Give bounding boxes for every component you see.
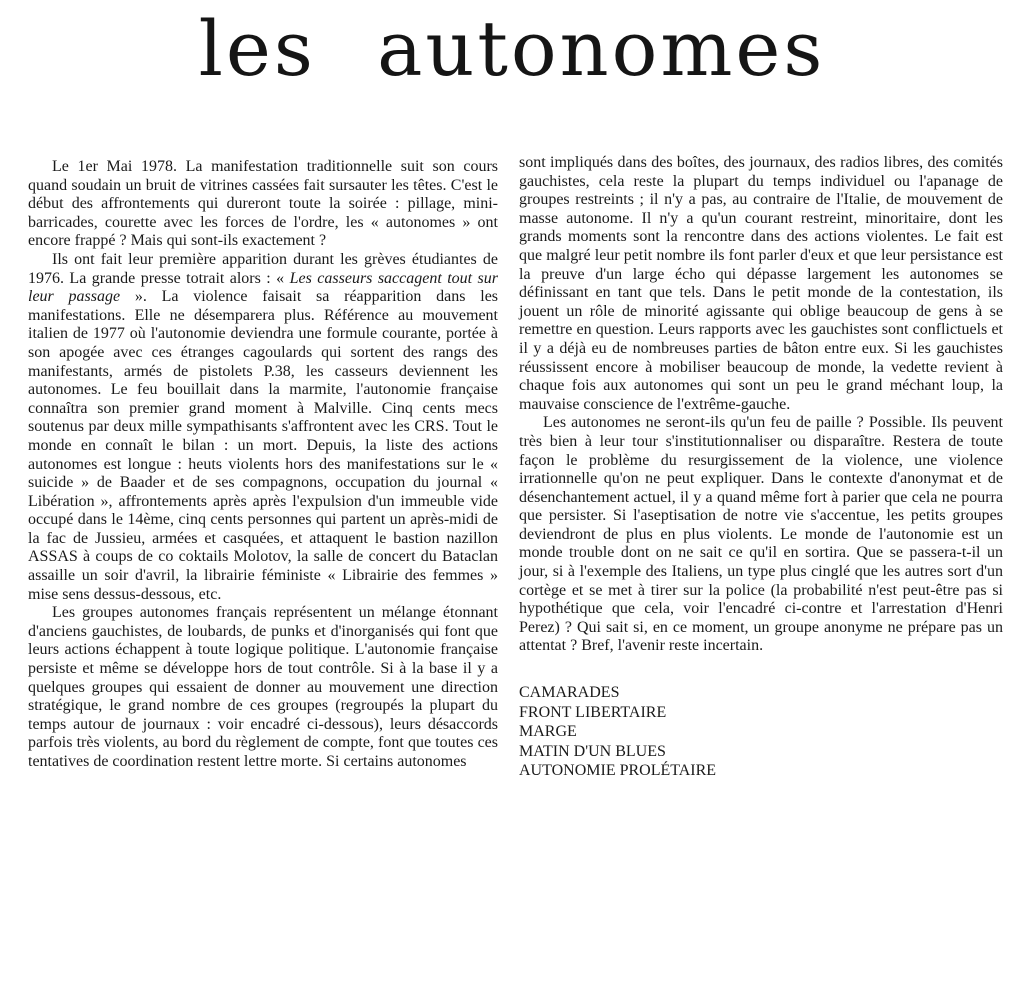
paragraph-5: Les autonomes ne seront-ils qu'un feu de paille ? Possible. Ils peuvent très bien à leur tour s'institutionnaliser ou disparaître. Restera de toute façon le problème du resurgissement de la violence, une violence irrationnelle qu'on ne peut expliquer. Dans le contexte d'anonymat et de désenchantement actuel, il y a quand même fort à parier que cela ne pourra que persister. Si l'aseptisation de notre vie s'accentue, les petits groupes deviendront de plus en plus violents. Le monde de l'autonomie est un monde trouble dont on ne sait ce qu'il en sortira. Que se passera-t-il un jour, si à l'exemple des Italiens, un type plus cinglé que les autres sort d'un cortège et se met à tirer sur la police (la probabilité n'est peut-être pas si hypothétique que cela, voir l'encadré ci-contre et l'arrestation d'Henri Perez) ? Qui sait si, en ce moment, un groupe anonyme ne prépare pas un attentat ? Bref, l'avenir reste incertain. [519,414,1003,655]
article-title: les autonomes [198,4,826,93]
right-column [519,154,1003,781]
paragraph-4: sont impliqués dans des boîtes, des journaux, des radios libres, des comités gauchistes, cela reste la plupart du temps individuel ou l'apanage de groupes restreints ; il n'y a pas, au contraire de l'Italie, de mouvement de masse autonome. Il n'y a qu'un courant restreint, minoritaire, dont les grands moments sont la rencontre dans des actions violentes. Le fait est que malgré leur petit nombre ils font parler d'eux et que leur persistance est la preuve d'un large écho qui dépasse largement les autonomes se définissant en tant que tels. Dans le petit monde de la contestation, ils jouent un rôle de minorité agissante qui oblige beaucoup de gens à se remettre en question. Leurs rapports avec les gauchistes sont conflictuels et il y a déjà eu de nombreuses parties de bâton entre eux. Si les gauchistes réussissent encore à mobiliser beaucoup de monde, la vedette revient à chaque fois aux autonomes qui sont un peu le grand méchant loup, la mauvaise conscience de l'extrême-gauche. [519,154,1003,413]
paragraph-2-intro: Ils ont fait leur première apparition durant les grèves étudiantes de 1976. La grande presse totrait alors : [28,250,498,287]
signature-item: MARGE [519,723,577,741]
paragraph-2: Ils ont fait leur première apparition durant les grèves étudiantes de 1976. La grande presse totrait alors : « Les casseurs saccagent tout sur leur passage ». La violence faisait sa réapparition dans les manifestations. Elle ne désemparera plus. Référence au mouvement italien de 1977 où l'autonomie deviendra une formule courante, portée à son apogée avec ces étranges cagoulards qui sortent des rangs des manifestants, armés de pistolets P.38, les casseurs deviennent les autonomes. Le feu bouillait dans la marmite, l'autonomie française connaîtra son premier grand moment à Malville. Cinq cents mecs soutenus par deux mille sympathisants s'affrontent avec les CRS. Tout le monde en connaît le bilan : un mort. Depuis, la liste des actions autonomes est longue : heuts violents hors des manifestations sur le « suicide » de Baader et de ses compagnons, occupation du journal « Libération », affrontements après après l'expulsion d'un immeuble vide occupé dans le 14ème, cinq cents personnes qui partent un après-midi de la fac de Jussieu, armées et casquées, et attaquent le bastion nazillon ASSAS à coups de co coktails Molotov, la salle de concert du Bataclan assaille un soir d'avril, la librairie féministe « Librairie des femmes » mise sens dessus-dessous, etc. [28,250,499,603]
signature-item: FRONT LIBERTAIRE [519,703,667,721]
paragraph-3: Les groupes autonomes français représentent un mélange étonnant d'anciens gauchistes, de loubards, de punks et d'inorganisés qui font que leurs actions échappent à toute logique politique. L'autonomie française persiste et même se développe hors de tout contrôle. Si à la base il y a quelques groupes qui essaient de donner au mouvement une direction stratégique, le grand nombre de ces groupes (regroupés la plupart du temps autour de journaux : voir encadré ci-dessous), leurs désaccords parfois très violents, au bord du règlement de compte, font que toutes ces tentatives de coordination restent lettre morte. Si certains autonomes [28,604,498,770]
signature-item: AUTONOMIE PROLÉTAIRE [519,762,717,780]
signature-item: CAMARADES [519,684,620,702]
left-column [28,158,498,772]
paragraph-2-body: ». La violence faisait sa réapparition dans les manifestations. Elle ne désemparera plus. Référence au mouvement italien de 1977 où l'autonomie deviendra une formule courante, portée à son apogée avec ces étranges cagoulards qui sortent des rangs des manifestants, armés de pistolets P.38, les casseurs deviennent les autonomes. Le feu bouillait dans la marmite, l'autonomie française connaîtra son premier grand moment à Malville. Cinq cents mecs soutenus par deux mille sympathisants s'affrontent avec les CRS. Tout le monde en connaît le bilan : un mort. Depuis, la liste des actions autonomes est longue : heuts violents hors des manifestations sur le « suicide » de Baader et de ses compagnons, occupation du journal « Libération », affrontements après après l'expulsion d'un immeuble vide occupé dans le 14ème, cinq cents personnes qui partent un après-midi de la fac de Jussieu, armées et casquées, et attaquent le bastion nazillon ASSAS à coups de co coktails Molotov, la salle de concert du Bataclan assaille un soir d'avril, la librairie féministe « Librairie des femmes » mise sens dessus-dessous, etc. [28,288,499,603]
press-quote: Les casseurs saccagent tout sur leur passage [28,269,499,306]
paragraph-1: Le 1er Mai 1978. La manifestation traditionnelle suit son cours quand soudain un bruit de vitrines cassées fait sursauter les têtes. C'est le début des affrontements qui dureront toute la soirée : pillage, mini-barricades, courette avec les forces de l'ordre, les « autonomes » ont encore frappé ? Mais qui sont-ils exactement ? [28,158,498,250]
signature-list [519,683,1003,781]
signature-item: MATIN D'UN BLUES [519,742,666,760]
